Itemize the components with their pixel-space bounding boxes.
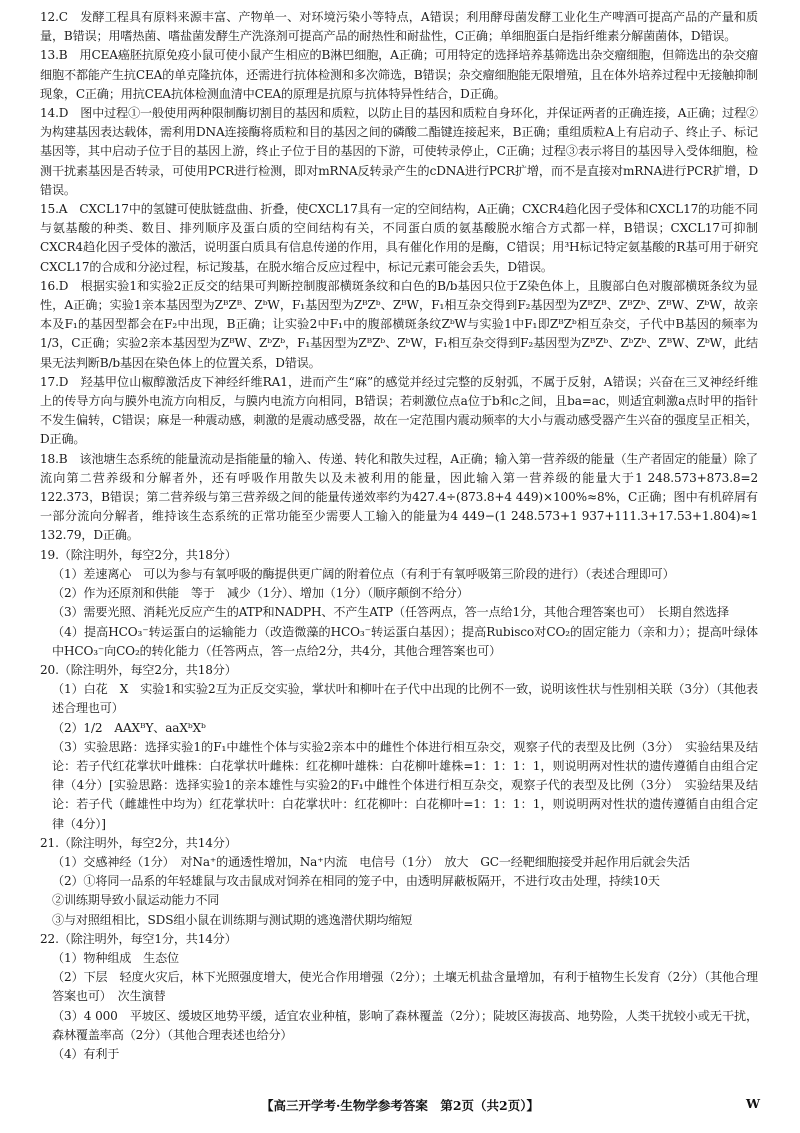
answer-12 (40, 8, 758, 46)
answer-16-text: 16.D 根据实验1和实验2正反交的结果可判断控制腹部横斑条纹和白色的B/b基因只位于Z染色体上，且腹部白色对腹部横斑条纹为显性，A正确；实验1亲本基因型为ZᴮZᴮ、ZᵇW，F₁基因型为ZᴮZᵇ、ZᴮW，F₁相互杂交得到F₂基因型为ZᴮZᴮ、ZᴮZᵇ、ZᴮW、ZᵇW，故亲本及F₁的基因型都会在F₂中出现，B正确；让实验2中F₁中的腹部横斑条纹ZᵇW与实验1中F₁即ZᴮZᵇ相互杂交，子代中B基因的频率为1/3，C正确；实验2亲本基因型为ZᴮW、ZᵇZᵇ，F₁基因型为ZᴮZᵇ、ZᵇW，F₁相互杂交得到F₂基因型为ZᴮZᵇ、ZᵇZᵇ、ZᴮW、ZᵇW，此结果无法判断B/b基因在染色体上的位置关系，D错误。 (40, 278, 758, 370)
answer-19 (40, 546, 758, 661)
answer-20-part-2: （2）1/2 AAXᴮY、aaXᵇXᵇ (52, 720, 206, 735)
answer-22-part-4: （4）有利于 (52, 1046, 120, 1061)
answer-22-part-3: （3）4 000 平坡区、缓坡区地势平缓，适宜农业种植，影响了森林覆盖（2分）；陡坡区海拔高、地势险，人类干扰较小或无干扰，森林覆盖率高（2分）（其他合理表述也给分） (52, 1008, 758, 1042)
answer-22-heading: 22.（除注明外，每空1分，共14分） (40, 931, 237, 946)
answer-21-heading: 21.（除注明外，每空2分，共14分） (40, 835, 237, 850)
answer-17 (40, 373, 758, 450)
answer-22 (40, 930, 758, 1064)
answer-18-text: 18.B 该池塘生态系统的能量流动是指能量的输入、传递、转化和散失过程，A正确；输入第一营养级的能量（生产者固定的能量）除了流向第二营养级和分解者外，还有呼吸作用散失以及未被利用的能量，因此输入第一营养级的能量大于1 248.573+873.8=2 122.373，B错误；第二营养级与第三营养级之间的能量传递效率约为427.4÷(873.8+4 449)×100%≈8%，C正确；图中有机碎屑有一部分流向分解者，维持该生态系统的正常功能至少需要人工输入的能量为4 449−(1 248.573+1 937+111.3+17.53+1.804)≈1 132.79，D正确。 (40, 451, 758, 543)
answer-20 (40, 661, 758, 834)
answer-16 (40, 277, 758, 373)
answer-14 (40, 104, 758, 200)
answer-22-part-1: （1）物种组成 生态位 (52, 950, 179, 965)
answer-14-text: 14.D 图中过程①一般使用两种限制酶切割目的基因和质粒，以防止目的基因和质粒自身环化，并保证两者的正确连接，A正确；过程②为构建基因表达载体，需利用DNA连接酶将质粒和目的基因之间的磷酸二酯键连接起来，B正确；重组质粒A上有启动子、终止子、标记基因等，其中启动子位于目的基因上游，终止子位于目的基因的下游，可使转录停止，C正确；过程③表示将目的基因导入受体细胞，检测干扰素基因是否转录，可使用PCR进行检测，即对mRNA反转录产生的cDNA进行PCR扩增，而不是直接对mRNA进行PCR扩增，D错误。 (40, 106, 758, 197)
answer-21-part-2-a: （2）①将同一品系的年轻雄鼠与攻击鼠成对饲养在相同的笼子中，由透明屏蔽板隔开，不进行攻击处理，持续10天 (52, 874, 660, 889)
answer-19-part-4: （4）提高HCO₃⁻转运蛋白的运输能力（改造微藻的HCO₃⁻转运蛋白基因）；提高Rubisco对CO₂的固定能力（亲和力）；提高叶绿体中HCO₃⁻向CO₂的转化能力（任答两点，答一点给2分，共4分，其他合理答案也可） (52, 624, 758, 658)
answer-21-part-2-b: ②训练期导致小鼠运动能力不同 (52, 893, 220, 908)
answer-19-part-3: （3）需要光照、消耗光反应产生的ATP和NADPH、不产生ATP（任答两点，答一点给1分，其他合理答案也可） 长期自然选择 (52, 605, 729, 620)
answer-13 (40, 46, 758, 104)
answer-20-part-1: （1）白花 X 实验1和实验2互为正反交实验，掌状叶和柳叶在子代中出现的比例不一致，说明该性状与性别相关联（3分）（其他表述合理也可） (52, 682, 758, 716)
answer-18 (40, 450, 758, 546)
answer-19-part-2: （2）作为还原剂和供能 等于 减少（1分）、增加（1分）（顺序颠倒不给分） (52, 586, 469, 601)
answer-15 (40, 200, 758, 277)
answer-21-part-1: （1）交感神经（1分） 对Na⁺的通透性增加，Na⁺内流 电信号（1分） 放大 GC一经靶细胞接受并起作用后就会失活 (52, 854, 690, 869)
answer-20-part-3: （3）实验思路：选择实验1的F₁中雄性个体与实验2亲本中的雌性个体进行相互杂交，观察子代的表型及比例（3分） 实验结果及结论：若子代红花掌状叶雌株：白花掌状叶雌株：红花柳叶雄株：白花柳叶雄株=1：1：1：1，则说明两对性状的遗传遵循自由组合定律（4分）[实验思路：选择实验1的亲本雄性与实验2的F₁中雌性个体进行相互杂交，观察子代的表型及比例（3分） 实验结果及结论：若子代（雌雄性中均为）红花掌状叶：白花掌状叶：红花柳叶：白花柳叶=1：1：1：1，则说明两对性状的遗传遵循自由组合定律（4分）] (52, 739, 758, 831)
answer-22-part-2: （2）下层 轻度火灾后，林下光照强度增大，使光合作用增强（2分）；土壤无机盐含量增加，有利于植物生长发育（2分）（其他合理答案也可） 次生演替 (52, 970, 758, 1004)
answer-19-part-1: （1）差速离心 可以为参与有氧呼吸的酶提供更广阔的附着位点（有利于有氧呼吸第三阶段的进行）（表述合理即可） (52, 566, 675, 581)
answer-20-heading: 20.（除注明外，每空2分，共18分） (40, 662, 237, 677)
answer-21 (40, 834, 758, 930)
answer-13-text: 13.B 用CEA癌胚抗原免疫小鼠可使小鼠产生相应的B淋巴细胞，A正确；可用特定的选择培养基筛选出杂交瘤细胞，但筛选出的杂交瘤细胞不都能产生抗CEA的单克隆抗体，还需进行抗体检测和多次筛选，B错误；杂交瘤细胞能无限增殖，且在体外培养过程中无接触抑制现象，C正确；用抗CEA抗体检测血清中CEA的原理是抗原与抗体特异性结合，D正确。 (40, 48, 758, 101)
answer-12-text: 12.C 发酵工程具有原料来源丰富、产物单一、对环境污染小等特点，A错误；利用酵母菌发酵工业化生产啤酒可提高产品的产量和质量，B错误；用嗜热菌、嗜盐菌发酵生产洗涤剂可提高产品的耐热性和耐盐性，C正确；单细胞蛋白是指纤维素分解菌菌体，D错误。 (40, 10, 758, 44)
footer-mark: W (745, 1096, 760, 1111)
answer-19-heading: 19.（除注明外，每空2分，共18分） (40, 547, 237, 562)
answer-21-part-2-c: ③与对照组相比，SDS组小鼠在训练期与测试期的逃逸潜伏期均缩短 (52, 912, 413, 927)
answer-17-text: 17.D 羟基甲位山椒醇激活皮下神经纤维RA1，进而产生“麻”的感觉并经过完整的反射弧，不属于反射，A错误；兴奋在三叉神经纤维上的传导方向与膜外电流方向相反，与膜内电流方向相同，B错误；若刺激位点a位于b和c之间，且ba=ac，则适宜刺激a点时甲的指针不发生偏转，C错误；麻是一种震动感，刺激的是震动感受器，故在一定范围内震动频率的大小与震动感受器产生兴奋的强度呈正相关，D正确。 (40, 374, 758, 447)
footer-label: 【高三开学考·生物学参考答案 第2页（共2页）】 (261, 1098, 539, 1113)
answer-15-text: 15.A CXCL17中的氢键可使肽链盘曲、折叠，使CXCL17具有一定的空间结构，A正确；CXCR4趋化因子受体和CXCL17的功能不同与氨基酸的种类、数目、排列顺序及蛋白质的空间结构有关，不同蛋白质的氨基酸脱水缩合方式都一样，B错误；CXCL17可抑制CXCR4趋化因子受体的激活，说明蛋白质具有信息传递的作用，具有催化作用的是酶，C错误；用³H标记特定氨基酸的R基可用于研究CXCL17的合成和分泌过程，标记羧基，在脱水缩合反应过程中，标记元素可能会丢失，D错误。 (40, 202, 758, 274)
